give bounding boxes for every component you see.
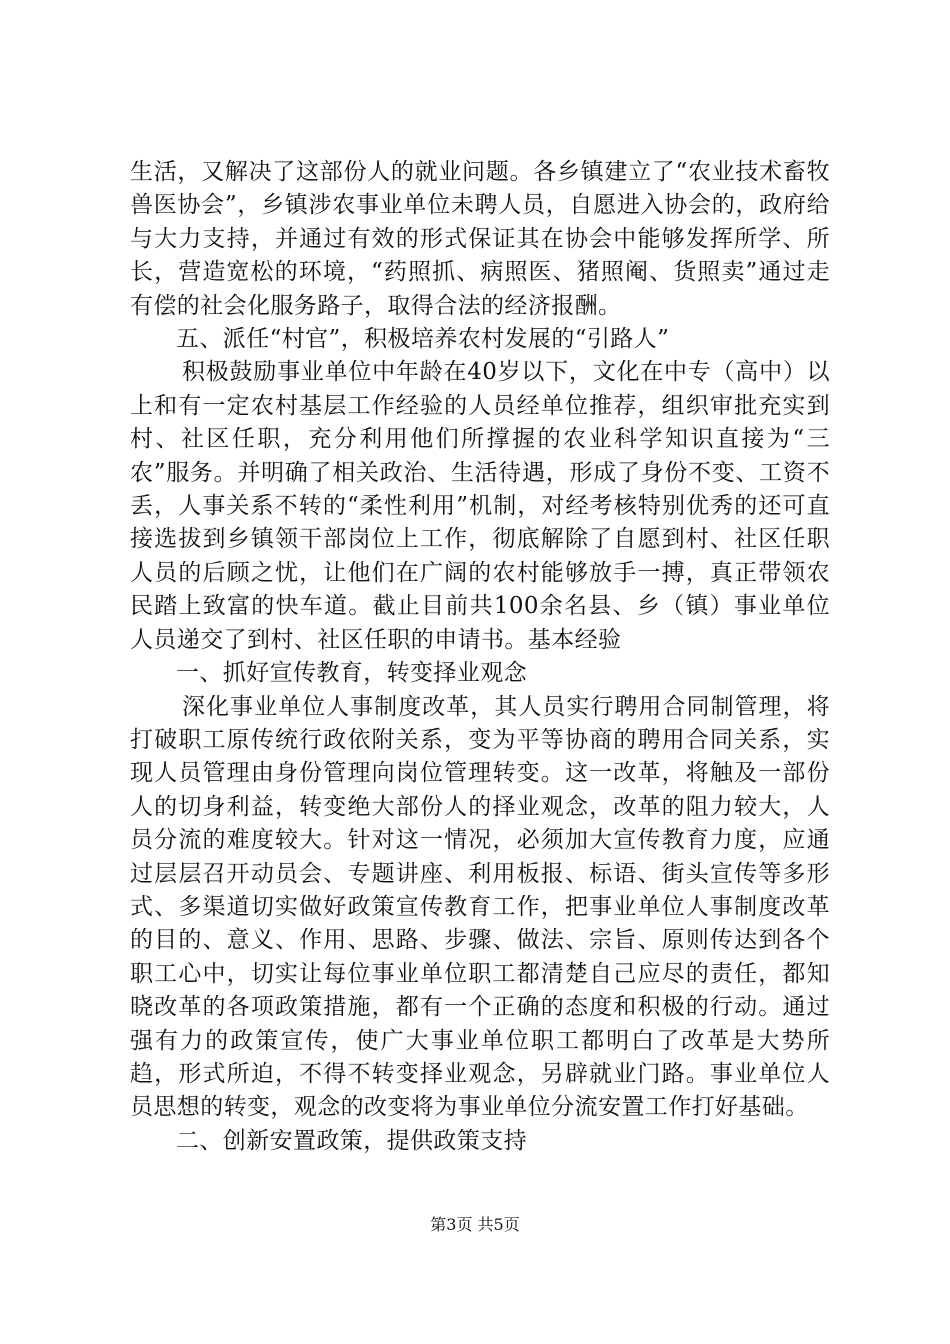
section-heading-one: 一、抓好宣传教育，转变择业观念 [176,660,527,687]
paragraph-publicity-education: 深化事业单位人事制度改革，其人员实行聘用合同制管理，将打破职工原传统行政依附关系，变为平等协商的聘用合同关系，实现人员管理由身份管理向岗位管理转变。这一改革，将触及一部份人的切身利益，转变绝大部份人的择业观念，改革的阻力较大，人员分流的难度较大。针对这一情况，必须加大宣传教育力度，应通过层层召开动员会、专题讲座、利用板报、标语、街头宣传等多形式、多渠道切实做好政策宣传教育工作，把事业单位人事制度改革的目的、意义、作用、思路、步骤、做法、宗旨、原则传达到各个职工心中，切实让每位事业单位职工都清楚自己应尽的责任，都知晓改革的各项政策措施，都有一个正确的态度和积极的行动。通过强有力的政策宣传，使广大事业单位职工都明白了改革是大势所趋，形式所迫，不得不转变择业观念，另辟就业门路。事业单位人员思想的转变，观念的改变将为事业单位分流安置工作打好基础。 [130,693,830,1121]
section-heading-two: 二、创新安置政策，提供政策支持 [176,1127,527,1154]
paragraph-intro-continued: 生活，又解决了这部份人的就业问题。各乡镇建立了“农业技术畜牧兽医协会”，乡镇涉农事业单位未聘人员，自愿进入协会的，政府给与大力支持，并通过有效的形式保证其在协会中能够发挥所学、所长，营造宽松的环境，“药照抓、病照医、猪照阉、货照卖”通过走有偿的社会化服务路子，取得合法的经济报酬。 [130,159,830,319]
section-heading-five: 五、派任“村官”，积极培养农村发展的“引路人” [176,326,670,353]
page-number-footer: 第3页 共5页 [430,1215,520,1234]
document-body [130,156,830,1158]
paragraph-village-officials: 积极鼓励事业单位中年龄在40岁以下，文化在中专（高中）以上和有一定农村基层工作经验的人员经单位推荐，组织审批充实到村、社区任职，充分利用他们所撑握的农业科学知识直接为“三农”服务。并明确了相关政治、生活待遇，形成了身份不变、工资不丢，人事关系不转的“柔性利用”机制，对经考核特别优秀的还可直接选拔到乡镇领干部岗位上工作，彻底解除了自愿到村、社区任职人员的后顾之忧，让他们在广阔的农村能够放手一搏，真正带领农民踏上致富的快车道。截止目前共100余名县、乡（镇）事业单位人员递交了到村、社区任职的申请书。基本经验 [130,359,830,653]
